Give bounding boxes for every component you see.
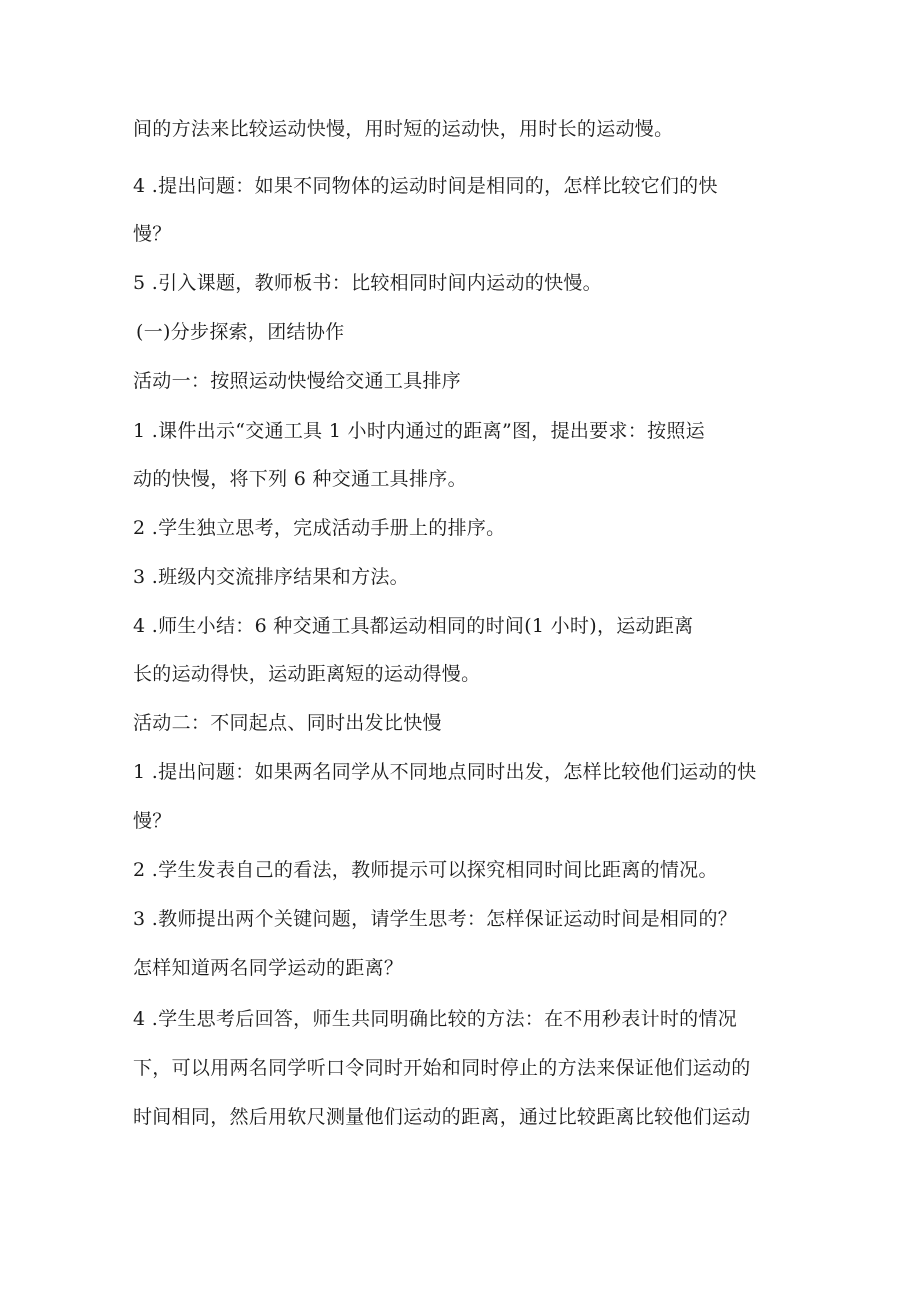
activity-heading: 活动一：按照运动快慢给交通工具排序 <box>133 370 462 392</box>
text-line: 下，可以用两名同学听口令同时开始和同时停止的方法来保证他们运动的 <box>133 1057 751 1079</box>
activity-heading: 活动二：不同起点、同时出发比快慢 <box>133 712 442 734</box>
text-line: 2 .学生发表自己的看法，教师提示可以探究相同时间比距离的情况。 <box>133 859 718 881</box>
text-line: 慢？ <box>133 810 172 832</box>
text-line: 4 .师生小结：6 种交通工具都运动相同的时间(1 小时)，运动距离 <box>133 615 694 637</box>
text-line: 间的方法来比较运动快慢，用时短的运动快，用时长的运动慢。 <box>133 118 674 140</box>
text-line: 1 .课件出示“交通工具 1 小时内通过的距离”图，提出要求：按照运 <box>133 420 705 442</box>
text-line: 4 .提出问题：如果不同物体的运动时间是相同的，怎样比较它们的快 <box>133 175 718 197</box>
text-line: 时间相同，然后用软尺测量他们运动的距离，通过比较距离比较他们运动 <box>133 1106 751 1128</box>
text-line: 慢？ <box>133 223 172 245</box>
text-line: 长的运动得快，运动距离短的运动得慢。 <box>133 663 481 685</box>
text-line: 动的快慢，将下列 6 种交通工具排序。 <box>133 468 467 490</box>
text-line: 5 .引入课题，教师板书：比较相同时间内运动的快慢。 <box>133 272 602 294</box>
text-line: 1 .提出问题：如果两名同学从不同地点同时出发，怎样比较他们运动的快 <box>133 761 757 783</box>
text-line: 怎样知道两名同学运动的距离？ <box>133 957 404 979</box>
text-line: 4 .学生思考后回答，师生共同明确比较的方法：在不用秒表计时的情况 <box>133 1008 738 1030</box>
text-line: 3 .教师提出两个关键问题，请学生思考：怎样保证运动时间是相同的？ <box>133 908 738 930</box>
text-line: 3 .班级内交流排序结果和方法。 <box>133 566 409 588</box>
text-line: 2 .学生独立思考，完成活动手册上的排序。 <box>133 517 506 539</box>
section-heading: (一)分步探索，团结协作 <box>136 321 345 343</box>
